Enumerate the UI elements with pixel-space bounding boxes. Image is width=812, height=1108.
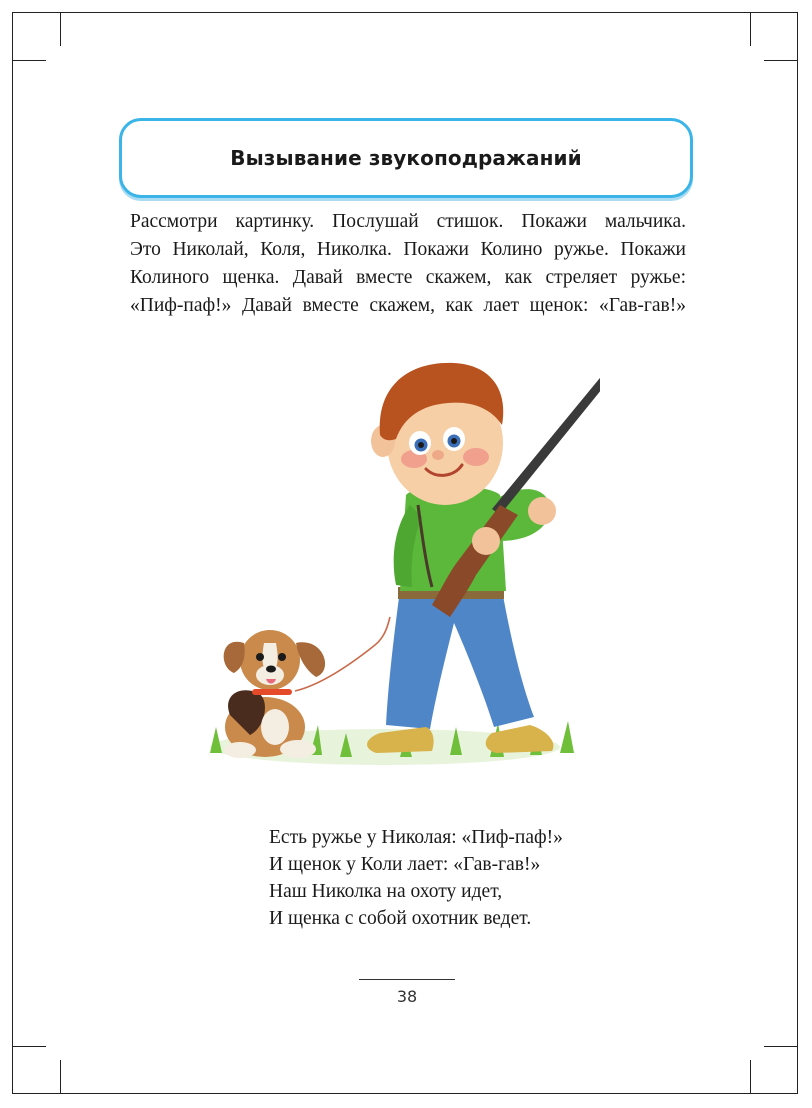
poem-line: Наш Николка на охоту идет,: [269, 881, 503, 902]
crop-mark: [12, 60, 46, 61]
page-number-rule: [359, 979, 455, 980]
intro-line: Колиного щенка. Давай вместе скажем, как стреляет ружье:: [130, 267, 686, 288]
boy-with-rifle-and-puppy-illustration: [200, 355, 600, 805]
crop-mark: [764, 1046, 798, 1047]
poem-line: И щенка с собой охотник ведет.: [269, 908, 532, 929]
boy: [367, 363, 600, 753]
intro-paragraph: [130, 208, 686, 320]
page-title: Вызывание звукоподражаний: [230, 146, 582, 170]
poem-line: И щенок у Коли лает: «Гав-гав!»: [269, 854, 541, 875]
intro-line: «Пиф-паф!» Давай вместе скажем, как лает щенок: «Гав-гав!»: [130, 295, 686, 316]
crop-mark: [764, 60, 798, 61]
crop-mark: [750, 12, 751, 46]
intro-line: Это Николай, Коля, Николка. Покажи Колино ружье. Покажи: [130, 239, 686, 260]
crop-mark: [60, 12, 61, 46]
title-box: [119, 118, 693, 198]
page-number: 38: [396, 987, 418, 1006]
crop-mark: [12, 1046, 46, 1047]
crop-mark: [60, 1060, 61, 1094]
crop-mark: [750, 1060, 751, 1094]
poem: [269, 824, 563, 932]
poem-line: Есть ружье у Николая: «Пиф-паф!»: [269, 827, 563, 848]
intro-line: Рассмотри картинку. Послушай стишок. Покажи мальчика.: [130, 211, 686, 232]
